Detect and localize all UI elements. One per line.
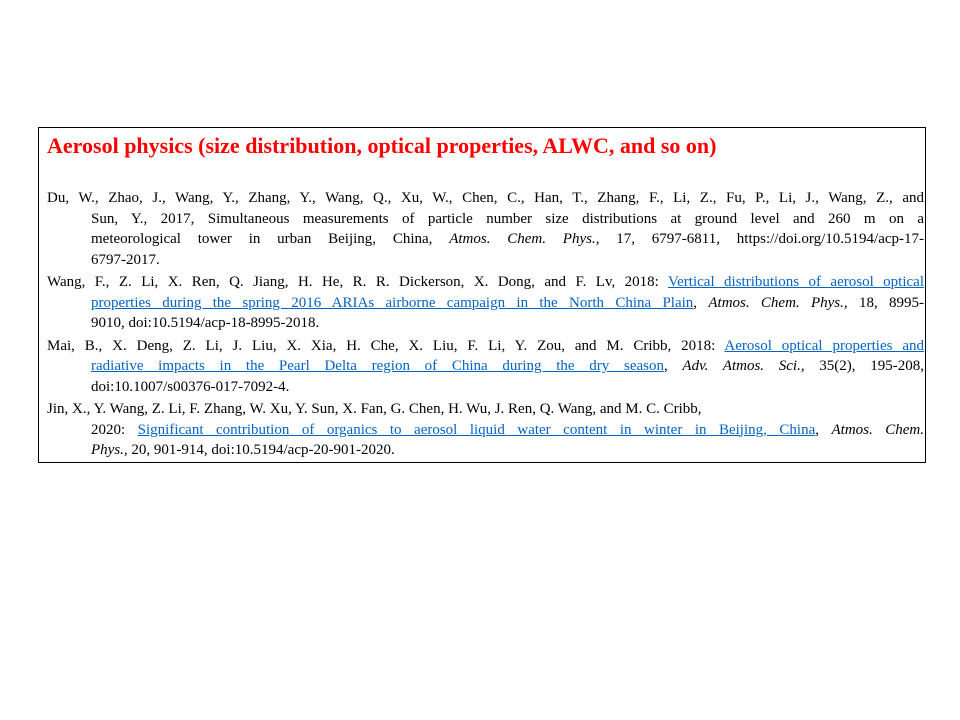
reference-line bbox=[47, 336, 924, 357]
reference-link[interactable]: Vertical distributions of aerosol optical bbox=[667, 274, 924, 290]
journal-name: Adv. Atmos. Sci., bbox=[682, 358, 805, 374]
reference-text: 35(2), 195-208, bbox=[804, 358, 924, 374]
reference-line bbox=[47, 399, 924, 420]
reference-text: 2020: bbox=[91, 421, 138, 438]
reference-line bbox=[91, 313, 924, 334]
references-list bbox=[47, 188, 924, 461]
reference-line bbox=[91, 440, 924, 461]
reference-line bbox=[91, 250, 924, 271]
reference-text: Sun, Y., 2017, Simultaneous measurements of particle number size distributions at ground level and 260 m on a bbox=[91, 210, 924, 227]
journal-name: Phys. bbox=[91, 442, 124, 458]
reference-text: , bbox=[815, 421, 832, 438]
reference-text: 9010, doi:10.5194/acp-18-8995-2018. bbox=[91, 315, 320, 331]
reference-item bbox=[47, 336, 924, 398]
reference-line bbox=[47, 272, 924, 293]
reference-item bbox=[47, 188, 924, 270]
journal-name: Atmos. Chem. Phys. bbox=[449, 231, 596, 247]
reference-link[interactable]: properties during the spring 2016 ARIAs airborne campaign in the North China Plain bbox=[91, 294, 694, 311]
reference-line bbox=[91, 420, 924, 441]
reference-line bbox=[91, 209, 924, 230]
reference-text: , bbox=[693, 294, 709, 311]
journal-name: Atmos. Chem. bbox=[831, 421, 924, 438]
reference-text: , bbox=[663, 358, 683, 374]
reference-line bbox=[91, 229, 924, 250]
reference-link[interactable]: Aerosol optical properties and bbox=[724, 337, 924, 354]
reference-text: meteorological tower in urban Beijing, China, bbox=[91, 231, 450, 247]
reference-text: Du, W., Zhao, J., Wang, Y., Zhang, Y., Wang, Q., Xu, W., Chen, C., Han, T., Zhang, F., Li, Z., Fu, P., Li, J., Wang, Z., and bbox=[47, 190, 924, 206]
reference-line bbox=[91, 377, 924, 398]
journal-name: Atmos. Chem. Phys. bbox=[708, 294, 844, 311]
references-box bbox=[38, 127, 926, 463]
reference-text: Mai, B., X. Deng, Z. Li, J. Liu, X. Xia, H. Che, X. Liu, F. Li, Y. Zou, and M. Cribb, 2018: bbox=[47, 337, 725, 354]
reference-link[interactable]: Significant contribution of organics to aerosol liquid water content in winter in Beijing, China bbox=[137, 421, 816, 438]
reference-line bbox=[91, 356, 924, 377]
section-heading: Aerosol physics (size distribution, optical properties, ALWC, and so on) bbox=[47, 133, 717, 158]
reference-text: 6797-2017. bbox=[91, 251, 160, 268]
reference-link[interactable]: radiative impacts in the Pearl Delta region of China during the dry season bbox=[91, 358, 664, 374]
reference-text: , 17, 6797-6811, https://doi.org/10.5194/acp-17- bbox=[595, 231, 925, 247]
reference-item bbox=[47, 399, 924, 461]
reference-text: doi:10.1007/s00376-017-7092-4. bbox=[91, 378, 290, 395]
reference-text: Jin, X., Y. Wang, Z. Li, F. Zhang, W. Xu, Y. Sun, X. Fan, G. Chen, H. Wu, J. Ren, Q. Wang, and M. C. Cribb, bbox=[47, 401, 702, 417]
reference-text: , 20, 901-914, doi:10.5194/acp-20-901-2020. bbox=[123, 442, 395, 458]
reference-text: , 18, 8995- bbox=[843, 294, 925, 311]
reference-line bbox=[47, 188, 924, 209]
reference-item bbox=[47, 272, 924, 334]
reference-line bbox=[91, 293, 924, 314]
reference-text: Wang, F., Z. Li, X. Ren, Q. Jiang, H. He, R. R. Dickerson, X. Dong, and F. Lv, 2018: bbox=[47, 274, 668, 290]
